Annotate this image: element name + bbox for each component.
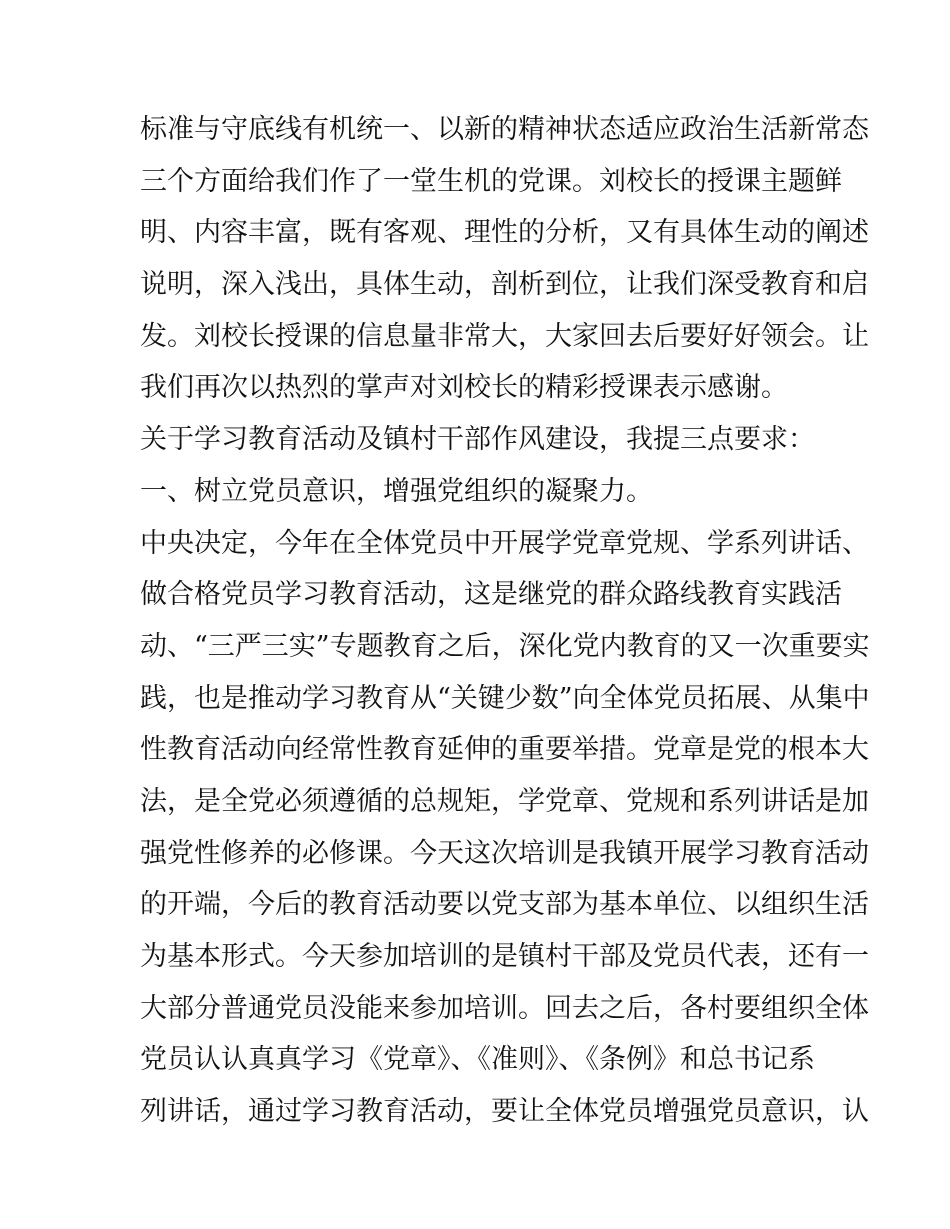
- text-line: 三个方面给我们作了一堂生机的党课。刘校长的授课主题鲜: [140, 165, 842, 197]
- text-line: 我们再次以热烈的掌声对刘校长的精彩授课表示感谢。: [140, 372, 788, 404]
- text-line: 说明，深入浅出，具体生动，剖析到位，让我们深受教育和启: [140, 269, 869, 301]
- text-line: 中央决定，今年在全体党员中开展学党章党规、学系列讲话、: [140, 527, 869, 559]
- text-line: 的开端，今后的教育活动要以党支部为基本单位、以组织生活: [140, 889, 869, 921]
- body-text: [140, 104, 870, 1138]
- text-line: 关于学习教育活动及镇村干部作风建设，我提三点要求：: [140, 424, 815, 456]
- text-line: 动、“三严三实”专题教育之后，深化党内教育的又一次重要实: [140, 630, 870, 662]
- text-line: 为基本形式。今天参加培训的是镇村干部及党员代表，还有一: [140, 941, 869, 972]
- text-line: 性教育活动向经常性教育延伸的重要举措。党章是党的根本大: [140, 734, 869, 766]
- text-line: 做合格党员学习教育活动，这是继党的群众路线教育实践活: [140, 579, 842, 611]
- text-line: 明、内容丰富，既有客观、理性的分析，又有具体生动的阐述: [140, 217, 869, 249]
- text-line: 标准与守底线有机统一、以新的精神状态适应政治生活新常态: [140, 114, 869, 145]
- text-line: 大部分普通党员没能来参加培训。回去之后，各村要组织全体: [140, 992, 869, 1024]
- text-line: 践，也是推动学习教育从“关键少数”向全体党员拓展、从集中: [140, 682, 870, 714]
- text-line: 党员认认真真学习《党章》、《准则》、《条例》和总书记系: [140, 1044, 815, 1076]
- text-line: 强党性修养的必修课。今天这次培训是我镇开展学习教育活动: [140, 837, 869, 869]
- text-line: 列讲话，通过学习教育活动，要让全体党员增强党员意识，认: [140, 1096, 869, 1128]
- text-line: 发。刘校长授课的信息量非常大，大家回去后要好好领会。让: [140, 320, 869, 352]
- section-heading: 一、树立党员意识，增强党组织的凝聚力。: [140, 475, 653, 507]
- text-line: 法，是全党必须遵循的总规矩，学党章、党规和系列讲话是加: [140, 785, 869, 817]
